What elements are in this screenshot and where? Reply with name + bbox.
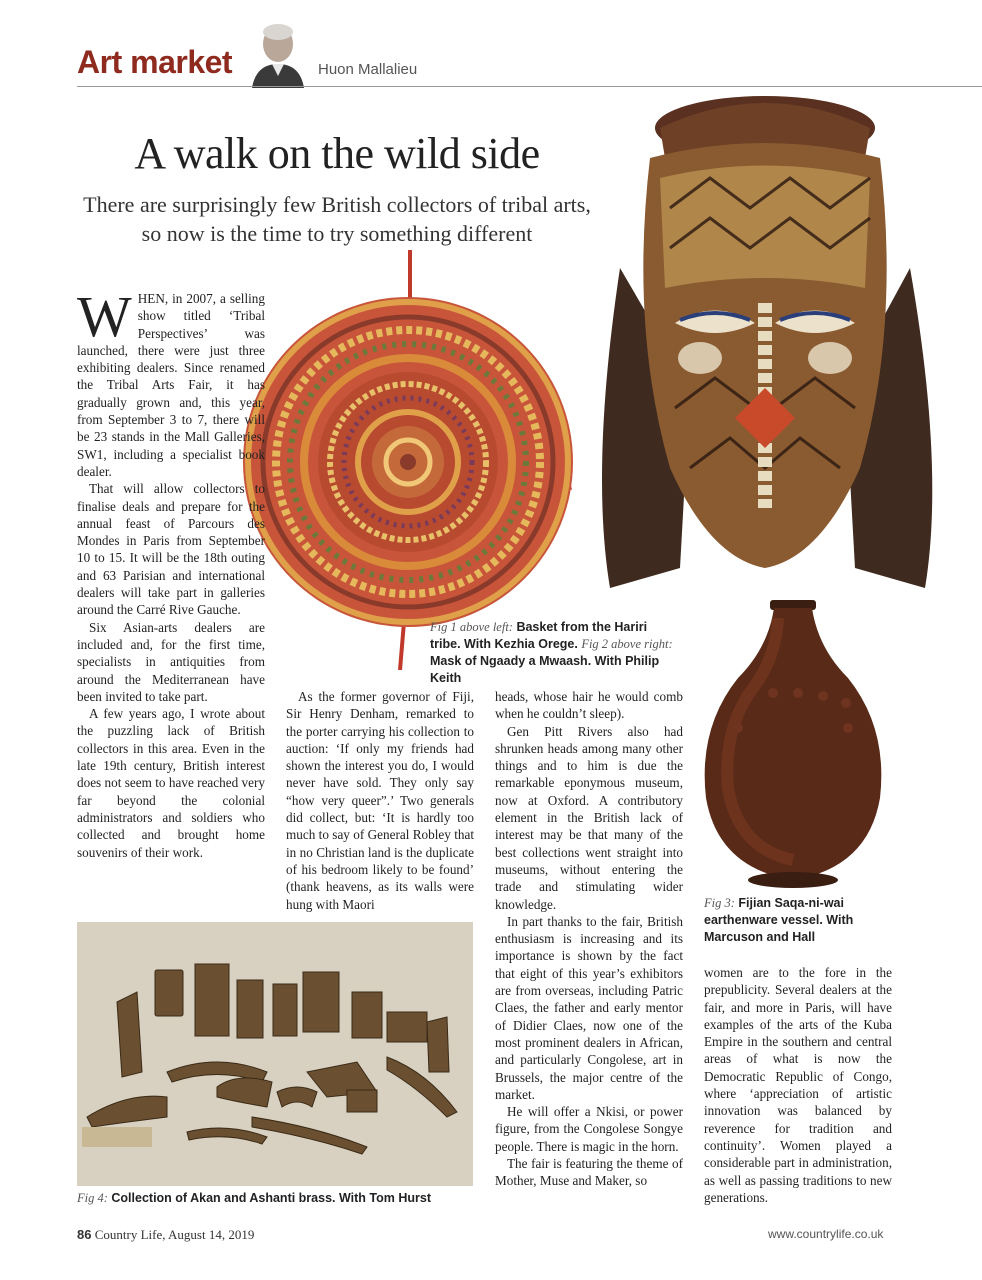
paragraph-7: Gen Pitt Rivers also had shrunken heads among many other things and to him is due the remarkable eponymous museum, now at Oxford. A contributory element in the British lack of interest may be that many of the best collections went straight into museums, without entering the trade and stimulating wider knowledge.	[495, 723, 683, 912]
paragraph-3: Six Asian-arts dealers are included and, for the first time, specialists in antiquities from around the Mediterranean have been invited to take part.	[77, 619, 265, 704]
paragraph-11: women are to the fore in the prepublicity. Several dealers at the fair, and more in Paris, will have examples of the arts of the Kuba Empire in the southern and central areas of what is now the Democratic Republic of Congo, where ‘appreciation of artistic innovation was balanced by reverence for tradition and continuity’. Women played a considerable part in administration, as well as passing traditions to new generations.	[704, 965, 892, 1205]
paragraph-6: heads, whose hair he would comb when he couldn’t sleep).	[495, 689, 683, 722]
caption-fig1-text: Basket from the Hariri tribe. With Kezhia Orege.	[430, 620, 648, 651]
header-rule	[77, 86, 982, 87]
body-column-3	[495, 688, 683, 1190]
author-name: Huon Mallalieu	[318, 61, 418, 78]
caption-fig3-label: Fig 3:	[704, 896, 735, 910]
author-photo	[248, 18, 308, 88]
paragraph-4: A few years ago, I wrote about the puzzling lack of British collectors in this area. Even in the late 19th century, British interest does not seem to have reached very far beyond the colonial administrators and soldiers who collected and brought home souvenirs of their work.	[77, 706, 265, 860]
publication-date: Country Life, August 14, 2019	[94, 1227, 255, 1242]
caption-fig3-text: Fijian Saqa-ni-wai earthenware vessel. With Marcuson and Hall	[704, 896, 854, 944]
vessel-image	[698, 598, 888, 890]
brass-collection-image	[77, 922, 473, 1186]
page-number: 86	[77, 1227, 92, 1242]
drop-cap: W	[77, 284, 132, 349]
caption-fig4-text: Collection of Akan and Ashanti brass. With Tom Hurst	[111, 1191, 431, 1205]
standfirst: There are surprisingly few British collectors of tribal arts, so now is the time to try something different	[83, 192, 591, 246]
basket-image	[230, 250, 580, 670]
footer-website: www.countrylife.co.uk	[768, 1227, 884, 1241]
paragraph-1: HEN, in 2007, a selling show titled ‘Tribal Perspectives’ was launched, there were just three exhibiting dealers. Since renamed the Tribal Arts Fair, it has gradually grown and, this year, from September 3 to 7, there will be 23 stands in the Mall Galleries, SW1, including a specialist book dealer.	[77, 291, 265, 479]
paragraph-9: He will offer a Nkisi, or power figure, from the Congolese Songye people. There is magic in the horn.	[495, 1104, 683, 1154]
headline: A walk on the wild side	[134, 129, 540, 178]
section-title: Art market	[77, 44, 233, 80]
footer-folio	[77, 1227, 254, 1243]
body-column-1-top	[77, 284, 265, 861]
caption-fig3	[704, 895, 879, 946]
body-column-4	[704, 964, 892, 1206]
paragraph-5: As the former governor of Fiji, Sir Henry Denham, remarked to the porter carrying his collection to auction: ‘If only my friends had shown the interest you do, I would never have sold. They only say “how very queer”.’ Two generals did collect, but: ‘It is hardly too much to say of General Robley that in no Christian land is the duplicate of his bedroom likely to be found’ (thank heavens, as its walls were hung with Maori	[286, 689, 474, 912]
caption-fig1-label: Fig 1 above left:	[430, 620, 513, 634]
caption-fig2-label: Fig 2 above right:	[581, 637, 673, 651]
mask-image	[580, 88, 950, 608]
caption-fig1-fig2	[430, 619, 675, 687]
paragraph-2: That will allow collectors to finalise deals and prepare for the annual feast of Parcours des Mondes in Paris from September 10 to 15. It will be the 18th outing and 63 Parisian and international dealers will take part in galleries around the Carré Rive Gauche.	[77, 481, 265, 618]
caption-fig4	[77, 1190, 477, 1207]
paragraph-8: In part thanks to the fair, British enthusiasm is increasing and its importance is shown by the fact that eight of this year’s exhibitors are from overseas, including Patric Claes, the father and early mentor of Didier Claes, now one of the most prominent dealers in African, and particularly Congolese, art in Brussels, the major centre of the market.	[495, 913, 683, 1102]
caption-fig4-label: Fig 4:	[77, 1191, 108, 1205]
caption-fig2-text: Mask of Ngaady a Mwaash. With Philip Keith	[430, 654, 660, 685]
paragraph-10: The fair is featuring the theme of Mother, Muse and Maker, so	[495, 1156, 683, 1189]
body-column-2	[286, 688, 474, 913]
